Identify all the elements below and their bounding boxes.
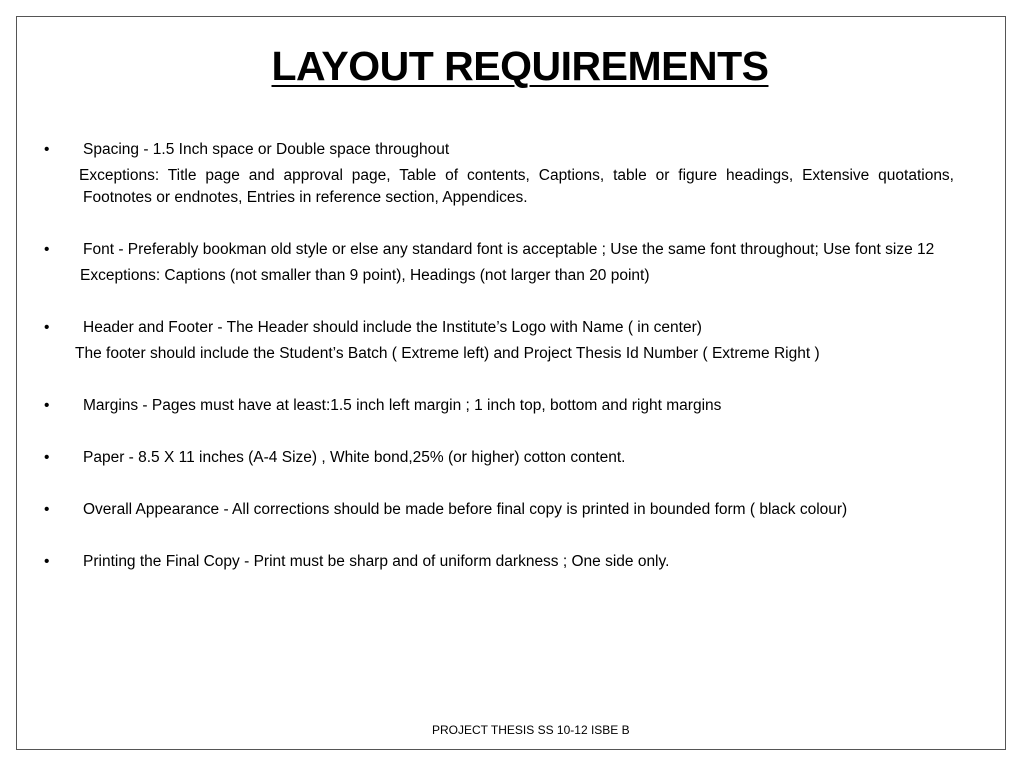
bullet-text: Paper - 8.5 X 11 inches (A-4 Size) , White bond,25% (or higher) cotton content. [83,449,626,466]
bullet-item [42,317,954,339]
bullet-item [42,239,954,261]
bullet-icon: • [44,397,50,414]
bullet-item [42,447,954,469]
bullet-continuation [42,165,954,209]
bullet-text: Printing the Final Copy - Print must be sharp and of uniform darkness ; One side only. [83,553,670,570]
bullet-continuation [42,343,954,365]
bullet-icon: • [44,319,50,336]
bullet-note: The footer should include the Student’s Batch ( Extreme left) and Project Thesis Id Number ( Extreme Right ) [75,345,820,362]
bullet-icon: • [44,241,50,258]
bullet-icon: • [44,553,50,570]
slide-footer: PROJECT THESIS SS 10-12 ISBE B [432,723,630,737]
bullet-text: Header and Footer - The Header should include the Institute’s Logo with Name ( in center) [83,319,702,336]
bullet-item [42,499,954,521]
bullet-text: Font - Preferably bookman old style or else any standard font is acceptable ; Use the same font throughout; Use font size 12 [83,241,935,258]
bullet-continuation [42,265,954,287]
bullet-icon: • [44,141,50,158]
bullet-text: Spacing - 1.5 Inch space or Double space throughout [83,141,450,158]
bullet-note: Exceptions: Captions (not smaller than 9 point), Headings (not larger than 20 point) [80,267,650,284]
bullet-text: Overall Appearance - All corrections should be made before final copy is printed in bounded form ( black colour) [83,501,848,518]
slide-content [42,139,954,573]
bullet-text: Margins - Pages must have at least:1.5 inch left margin ; 1 inch top, bottom and right margins [83,397,722,414]
slide-title: LAYOUT REQUIREMENTS [271,43,769,89]
bullet-item [42,395,954,417]
bullet-icon: • [44,501,50,518]
bullet-note: Exceptions: Title page and approval page, Table of contents, Captions, table or figure headings, Extensive quotations, Footnotes or endnotes, Entries in reference section, Appendices. [79,167,954,206]
bullet-icon: • [44,449,50,466]
bullet-item [42,551,954,573]
bullet-item [42,139,954,161]
